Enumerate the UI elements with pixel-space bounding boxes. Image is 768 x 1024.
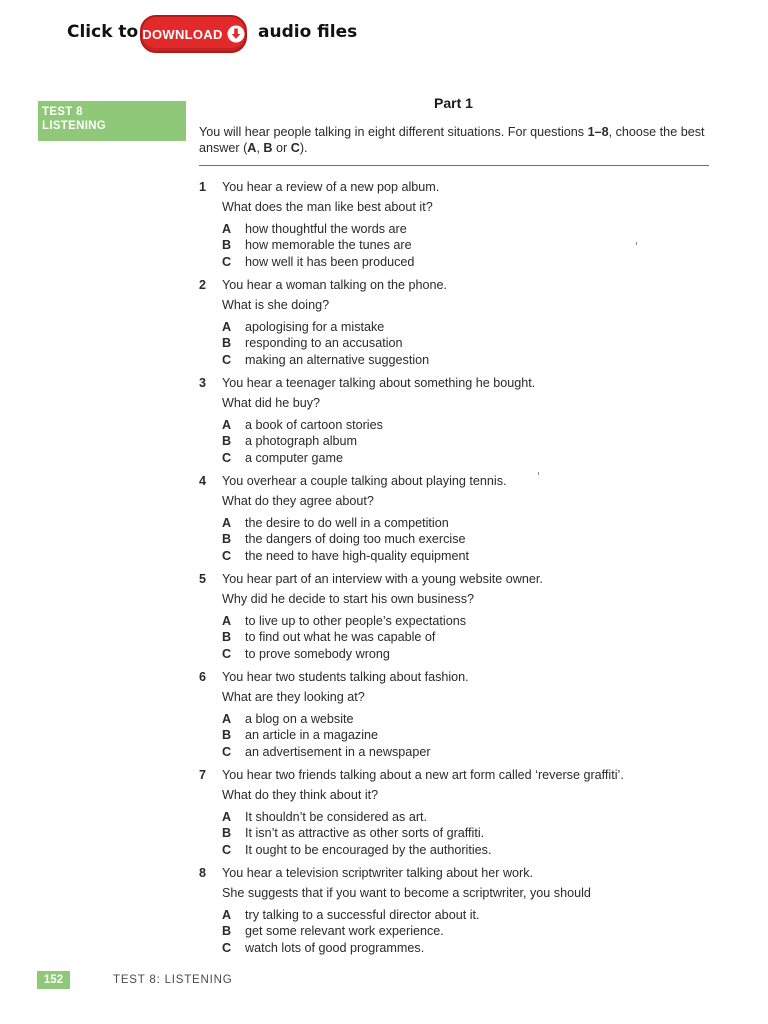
- audio-files-text: audio files: [258, 22, 358, 42]
- option: [222, 532, 466, 546]
- part-title: Part 1: [434, 95, 473, 111]
- option-text: an article in a magazine: [245, 728, 379, 742]
- option-text: the desire to do well in a competition: [245, 516, 449, 530]
- option-text: apologising for a mistake: [245, 320, 385, 334]
- option-text: to find out what he was capable of: [245, 630, 436, 644]
- question-prompt: What does the man like best about it?: [222, 200, 433, 214]
- option-text: how well it has been produced: [245, 255, 415, 269]
- question-prompt: Why did he decide to start his own business?: [222, 592, 475, 606]
- download-arrow-icon: [227, 25, 245, 43]
- option: [222, 255, 414, 269]
- option-letter: C: [222, 745, 232, 759]
- scan-speck: [538, 472, 539, 475]
- option-letter: B: [222, 728, 232, 742]
- option-letter: A: [222, 614, 232, 628]
- option-letter: C: [222, 941, 232, 955]
- test-tab-line1: TEST 8: [42, 106, 83, 118]
- question-stem: You hear part of an interview with a young website owner.: [222, 572, 543, 586]
- option-text: an advertisement in a newspaper: [245, 745, 431, 759]
- footer-label: TEST 8: LISTENING: [113, 974, 233, 986]
- question-number: 8: [199, 866, 207, 880]
- option-letter: C: [222, 549, 232, 563]
- option-letter: A: [222, 516, 232, 530]
- option: [222, 810, 427, 824]
- question-number: 5: [199, 572, 207, 586]
- option-letter: B: [222, 434, 232, 448]
- option-letter: A: [222, 810, 232, 824]
- question-prompt: She suggests that if you want to become a scriptwriter, you should: [222, 886, 591, 900]
- option: [222, 451, 343, 465]
- option-text: get some relevant work experience.: [245, 924, 444, 938]
- option-text: a photograph album: [245, 434, 358, 448]
- option: [222, 924, 444, 938]
- page-number: 152: [37, 971, 70, 989]
- option-text: It shouldn’t be considered as art.: [245, 810, 428, 824]
- option: [222, 238, 412, 252]
- option-letter: B: [222, 336, 232, 350]
- option: [222, 745, 431, 759]
- question-stem: You hear two students talking about fashion.: [222, 670, 469, 684]
- option-text: a blog on a website: [245, 712, 354, 726]
- option-text: It ought to be encouraged by the authorities.: [245, 843, 492, 857]
- test-tab-line2: LISTENING: [42, 120, 107, 132]
- option: [222, 843, 491, 857]
- instructions-range: 1–8: [587, 125, 609, 139]
- divider-rule: [199, 165, 709, 166]
- option-text: making an alternative suggestion: [245, 353, 430, 367]
- option: [222, 712, 354, 726]
- question-stem: You hear a review of a new pop album.: [222, 180, 440, 194]
- option: [222, 336, 403, 350]
- option-text: how memorable the tunes are: [245, 238, 412, 252]
- option-letter: B: [222, 826, 232, 840]
- option-letter: B: [222, 630, 232, 644]
- option-text: a computer game: [245, 451, 344, 465]
- option: [222, 222, 407, 236]
- question-number: 6: [199, 670, 207, 684]
- question-number: 2: [199, 278, 207, 292]
- option-letter: B: [222, 532, 232, 546]
- option-letter: B: [222, 924, 232, 938]
- option-text: to live up to other people’s expectations: [245, 614, 467, 628]
- instructions-text: , choose the best answer (: [199, 125, 705, 155]
- option: [222, 908, 480, 922]
- option-text: the dangers of doing too much exercise: [245, 532, 466, 546]
- option-text: the need to have high-quality equipment: [245, 549, 470, 563]
- instructions-text: or: [272, 141, 291, 155]
- question-stem: You hear a teenager talking about something he bought.: [222, 376, 536, 390]
- test-section-tab: [38, 101, 186, 141]
- option-text: try talking to a successful director about it.: [245, 908, 480, 922]
- instructions: [199, 124, 709, 156]
- option: [222, 353, 429, 367]
- option-text: responding to an accusation: [245, 336, 403, 350]
- instructions-option-c: C: [290, 141, 300, 155]
- question-prompt: What do they agree about?: [222, 494, 374, 508]
- scan-speck: [636, 242, 637, 245]
- option-letter: C: [222, 255, 232, 269]
- option-letter: C: [222, 647, 232, 661]
- option-text: It isn’t as attractive as other sorts of graffiti.: [245, 826, 485, 840]
- option: [222, 320, 384, 334]
- option-letter: A: [222, 320, 232, 334]
- instructions-text: ).: [299, 141, 308, 155]
- option-letter: B: [222, 238, 232, 252]
- option-letter: A: [222, 222, 232, 236]
- option: [222, 647, 390, 661]
- option-text: watch lots of good programmes.: [245, 941, 425, 955]
- question-stem: You hear a television scriptwriter talking about her work.: [222, 866, 534, 880]
- question-prompt: What did he buy?: [222, 396, 321, 410]
- question-number: 7: [199, 768, 207, 782]
- instructions-option-a: A: [247, 141, 257, 155]
- option-text: how thoughtful the words are: [245, 222, 407, 236]
- option: [222, 941, 424, 955]
- option-letter: A: [222, 908, 232, 922]
- question-stem: You hear two friends talking about a new art form called ‘reverse graffiti’.: [222, 768, 624, 782]
- option: [222, 826, 484, 840]
- click-to-text: Click to: [67, 22, 139, 42]
- option-letter: C: [222, 843, 232, 857]
- option-letter: A: [222, 712, 232, 726]
- question-prompt: What is she doing?: [222, 298, 330, 312]
- option: [222, 434, 357, 448]
- option: [222, 630, 435, 644]
- question-number: 1: [199, 180, 207, 194]
- option-letter: C: [222, 353, 232, 367]
- question-number: 3: [199, 376, 207, 390]
- instructions-text: ,: [256, 141, 264, 155]
- question-stem: You overhear a couple talking about playing tennis.: [222, 474, 507, 488]
- option: [222, 418, 383, 432]
- option-text: to prove somebody wrong: [245, 647, 390, 661]
- option-text: a book of cartoon stories: [245, 418, 383, 432]
- option-letter: C: [222, 451, 232, 465]
- option: [222, 516, 449, 530]
- question-number: 4: [199, 474, 207, 488]
- option: [222, 549, 469, 563]
- instructions-text: You will hear people talking in eight different situations. For questions: [199, 125, 588, 139]
- option: [222, 614, 466, 628]
- question-prompt: What are they looking at?: [222, 690, 365, 704]
- option: [222, 728, 378, 742]
- download-button[interactable]: [140, 15, 247, 53]
- question-stem: You hear a woman talking on the phone.: [222, 278, 447, 292]
- download-label: DOWNLOAD: [142, 26, 223, 42]
- instructions-option-b: B: [263, 141, 273, 155]
- question-prompt: What do they think about it?: [222, 788, 379, 802]
- option-letter: A: [222, 418, 232, 432]
